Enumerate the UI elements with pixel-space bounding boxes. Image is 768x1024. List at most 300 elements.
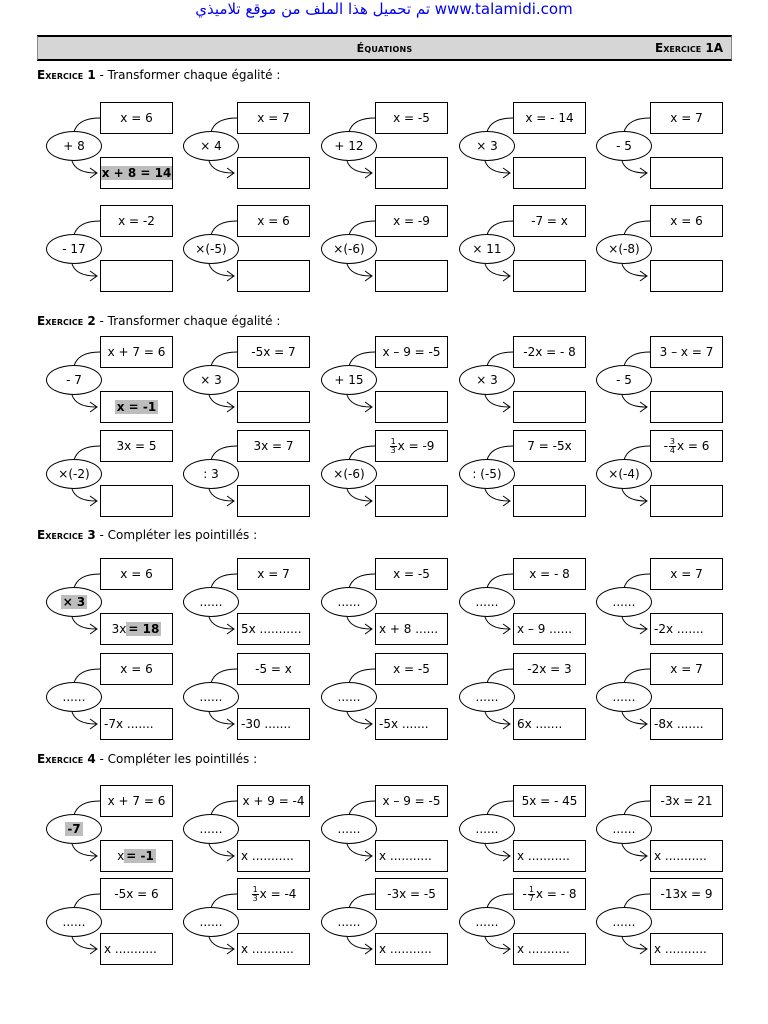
equation-text: 3 – x = 7: [659, 345, 714, 359]
equation-text: -2x = - 8: [523, 345, 576, 359]
equation-item: [588, 102, 728, 194]
equation-box: [375, 785, 448, 817]
connector-line: [487, 669, 513, 683]
arrow-line: [209, 395, 233, 407]
equation-box: [513, 336, 586, 368]
arrow-line: [209, 161, 233, 173]
equation-item: [451, 205, 591, 297]
equation-text: x = 7: [670, 567, 703, 581]
equation-text: -13x = 9: [660, 887, 713, 901]
answer-box[interactable]: [513, 840, 586, 872]
operation-label: × 3: [476, 139, 498, 153]
answer-box[interactable]: [375, 933, 448, 965]
equation-item: [175, 430, 315, 522]
operation-label: - 5: [616, 139, 632, 153]
equation-box: [237, 878, 310, 910]
operation-oval: [596, 459, 652, 489]
answer-box[interactable]: [513, 933, 586, 965]
equation-text: x = 6: [120, 111, 153, 125]
answer-box[interactable]: [513, 485, 586, 517]
arrow-line: [72, 489, 96, 501]
answer-box[interactable]: [375, 260, 448, 292]
equation-box: [237, 336, 310, 368]
connector-line: [349, 894, 375, 908]
answer-box[interactable]: [237, 840, 310, 872]
arrow-line: [209, 617, 233, 629]
equation-text: 7 = -5x: [527, 439, 572, 453]
exercise-label: Exercice 4: [37, 752, 96, 766]
operation-label: ......: [612, 915, 636, 929]
equation-text: -5 = x: [255, 662, 292, 676]
operation-oval: [459, 907, 515, 937]
operation-label: ×(-4): [608, 467, 640, 481]
equation-text: x – 9 = -5: [382, 794, 441, 808]
connector-line: [349, 118, 375, 132]
equation-text: -5x = 7: [251, 345, 296, 359]
answer-text: = 18: [128, 622, 160, 636]
equation-text: -2x = 3: [527, 662, 572, 676]
equation-text: x = -5: [393, 111, 430, 125]
operation-oval: [183, 365, 239, 395]
answer-box[interactable]: [237, 391, 310, 423]
operation-oval: [321, 587, 377, 617]
operation-oval: [183, 131, 239, 161]
answer-box[interactable]: [100, 391, 173, 423]
exercise-title: [37, 314, 280, 328]
arrow-line: [72, 937, 96, 949]
equation-item: [588, 558, 728, 650]
arrow-line: [72, 395, 96, 407]
connector-line: [74, 574, 100, 588]
answer-box[interactable]: [375, 613, 448, 645]
equation-item: [588, 430, 728, 522]
answer-text: = -1: [126, 849, 154, 863]
connector-line: [349, 221, 375, 235]
equation-box: [375, 558, 448, 590]
arrow-line: [72, 712, 96, 724]
operation-oval: [46, 682, 102, 712]
answer-text: -8x .......: [654, 717, 704, 731]
arrow-line: [622, 937, 646, 949]
equation-item: [588, 205, 728, 297]
answer-text: 5x ...........: [241, 622, 302, 636]
equation-text: x = -5: [393, 567, 430, 581]
operation-label: ×(-8): [608, 242, 640, 256]
equation-box: [650, 205, 723, 237]
equation-item: [451, 102, 591, 194]
equation-box: [100, 653, 173, 685]
answer-box[interactable]: [650, 840, 723, 872]
equation-text: x = -4: [259, 887, 297, 901]
operation-label: ×(-2): [58, 467, 90, 481]
equation-box: [650, 558, 723, 590]
arrow-line: [72, 617, 96, 629]
connector-line: [74, 221, 100, 235]
answer-box[interactable]: [650, 260, 723, 292]
operation-label: ......: [337, 915, 361, 929]
connector-line: [487, 221, 513, 235]
connector-line: [624, 894, 650, 908]
equation-box: [513, 102, 586, 134]
connector-line: [487, 801, 513, 815]
connector-line: [211, 574, 237, 588]
answer-text: x – 9 ......: [517, 622, 573, 636]
equation-item: [38, 878, 178, 970]
equation-item: [313, 878, 453, 970]
answer-box[interactable]: [237, 613, 310, 645]
equation-box: [375, 336, 448, 368]
operation-oval: [459, 234, 515, 264]
operation-oval: [46, 131, 102, 161]
operation-label: ×(-5): [195, 242, 227, 256]
equation-box: [237, 102, 310, 134]
answer-box[interactable]: [650, 933, 723, 965]
fraction-denominator: 3: [390, 445, 396, 455]
answer-box[interactable]: [513, 613, 586, 645]
connector-line: [74, 118, 100, 132]
operation-oval: [183, 459, 239, 489]
equation-item: [175, 336, 315, 428]
arrow-line: [347, 844, 371, 856]
arrow-line: [622, 264, 646, 276]
operation-label: ......: [475, 595, 499, 609]
arrow-line: [209, 937, 233, 949]
operation-oval: [46, 907, 102, 937]
answer-text: x ...........: [241, 849, 294, 863]
equation-item: [313, 205, 453, 297]
equation-box: [650, 878, 723, 910]
operation-label: + 8: [63, 139, 85, 153]
arrow-line: [347, 617, 371, 629]
answer-text: 6x .......: [517, 717, 563, 731]
equation-item: [38, 205, 178, 297]
answer-text: x ...........: [517, 849, 570, 863]
operation-label: - 17: [62, 242, 86, 256]
fraction-numerator: 1: [528, 884, 534, 894]
operation-label: ......: [475, 915, 499, 929]
answer-box[interactable]: [650, 391, 723, 423]
arrow-line: [209, 844, 233, 856]
answer-box[interactable]: [100, 485, 173, 517]
answer-box[interactable]: [375, 840, 448, 872]
fraction-denominator: 4: [669, 445, 675, 455]
arrow-line: [485, 844, 509, 856]
equation-text: -3x = 21: [660, 794, 713, 808]
operation-oval: [596, 234, 652, 264]
arrow-line: [347, 489, 371, 501]
answer-box[interactable]: [237, 933, 310, 965]
equation-text: x = -2: [118, 214, 155, 228]
operation-label: × 11: [472, 242, 502, 256]
equation-box: [375, 102, 448, 134]
answer-box[interactable]: [237, 708, 310, 740]
equation-item: [451, 336, 591, 428]
operation-label: ......: [612, 822, 636, 836]
operation-label: × 3: [476, 373, 498, 387]
equation-box: [650, 336, 723, 368]
fraction: [252, 886, 259, 903]
operation-oval: [321, 131, 377, 161]
fraction-numerator: 1: [252, 884, 258, 894]
exercise-instruction: - Compléter les pointillés :: [95, 752, 258, 766]
arrow-line: [622, 489, 646, 501]
arrow-line: [209, 264, 233, 276]
equation-text: x = - 8: [529, 567, 570, 581]
equation-text: x = 7: [257, 111, 290, 125]
operation-oval: [459, 365, 515, 395]
answer-prefix: x: [117, 849, 125, 863]
answer-box[interactable]: [100, 840, 173, 872]
equation-text: x = 7: [670, 111, 703, 125]
connector-line: [74, 352, 100, 366]
arrow-line: [347, 161, 371, 173]
equation-item: [175, 558, 315, 650]
operation-oval: [321, 365, 377, 395]
equation-item: [38, 558, 178, 650]
operation-oval: [459, 814, 515, 844]
answer-box[interactable]: [100, 933, 173, 965]
connector-line: [349, 669, 375, 683]
arrow-line: [347, 264, 371, 276]
equation-box: [513, 430, 586, 462]
equation-text: -7 = x: [531, 214, 568, 228]
equation-box: [375, 430, 448, 462]
equation-item: [38, 653, 178, 745]
equation-box: [237, 785, 310, 817]
operation-label: ......: [199, 690, 223, 704]
equation-text: 3x = 5: [116, 439, 157, 453]
fraction-denominator: 7: [528, 893, 534, 903]
site-link[interactable]: [0, 0, 768, 18]
equation-item: [38, 102, 178, 194]
operation-label: ......: [62, 690, 86, 704]
answer-box[interactable]: [650, 485, 723, 517]
equation-item: [313, 102, 453, 194]
operation-label: ......: [337, 690, 361, 704]
answer-box[interactable]: [513, 260, 586, 292]
exercise-label: Exercice 1: [37, 68, 96, 82]
connector-line: [624, 352, 650, 366]
answer-box[interactable]: [513, 157, 586, 189]
connector-line: [349, 352, 375, 366]
equation-box: [650, 430, 723, 462]
equation-item: [588, 336, 728, 428]
connector-line: [349, 574, 375, 588]
exercise-code: Exercice 1A: [655, 41, 723, 55]
arrow-line: [485, 937, 509, 949]
arrow-line: [485, 395, 509, 407]
operation-label: ......: [62, 915, 86, 929]
fraction-numerator: 3: [669, 436, 675, 446]
connector-line: [74, 669, 100, 683]
operation-label: ......: [337, 822, 361, 836]
minus-sign: -: [522, 887, 527, 901]
equation-box: [100, 102, 173, 134]
arrow-line: [485, 617, 509, 629]
operation-oval: [183, 907, 239, 937]
equation-box: [513, 878, 586, 910]
operation-label: ......: [199, 915, 223, 929]
operation-oval: [459, 682, 515, 712]
operation-oval: [596, 587, 652, 617]
answer-box[interactable]: [375, 485, 448, 517]
arrow-line: [485, 264, 509, 276]
connector-line: [487, 352, 513, 366]
answer-box[interactable]: [237, 485, 310, 517]
operation-label: ×(-6): [333, 242, 365, 256]
answer-box[interactable]: [513, 391, 586, 423]
equation-box: [100, 205, 173, 237]
operation-oval: [596, 682, 652, 712]
equation-box: [237, 653, 310, 685]
equation-text: x = -5: [393, 662, 430, 676]
operation-oval: [183, 814, 239, 844]
arrow-line: [485, 489, 509, 501]
arrow-line: [622, 161, 646, 173]
equation-item: [313, 785, 453, 877]
operation-label: ......: [199, 595, 223, 609]
connector-line: [624, 118, 650, 132]
equation-item: [451, 653, 591, 745]
answer-box[interactable]: [100, 260, 173, 292]
equation-item: [313, 653, 453, 745]
operation-label: -7: [67, 822, 81, 836]
equation-item: [175, 878, 315, 970]
exercise-instruction: - Compléter les pointillés :: [95, 528, 258, 542]
operation-oval: [321, 682, 377, 712]
arrow-line: [347, 937, 371, 949]
header-bar: [37, 35, 732, 61]
equation-text: x + 7 = 6: [107, 345, 166, 359]
operation-oval: [46, 459, 102, 489]
answer-box[interactable]: [100, 157, 173, 189]
answer-text: x ...........: [517, 942, 570, 956]
connector-line: [487, 446, 513, 460]
answer-box[interactable]: [375, 157, 448, 189]
operation-oval: [596, 131, 652, 161]
equation-text: x = 7: [257, 567, 290, 581]
operation-oval: [596, 814, 652, 844]
equation-text: x = -9: [397, 439, 435, 453]
operation-label: × 3: [62, 595, 86, 609]
equation-text: x = - 8: [535, 887, 577, 901]
equation-box: [100, 558, 173, 590]
connector-line: [211, 446, 237, 460]
fraction-numerator: 1: [390, 436, 396, 446]
equation-box: [237, 205, 310, 237]
equation-text: -5x = 6: [114, 887, 159, 901]
connector-line: [624, 801, 650, 815]
fraction: [669, 438, 676, 455]
connector-line: [624, 446, 650, 460]
answer-box[interactable]: [650, 708, 723, 740]
answer-box[interactable]: [650, 157, 723, 189]
operation-label: - 5: [616, 373, 632, 387]
operation-oval: [459, 131, 515, 161]
connector-line: [349, 446, 375, 460]
arrow-line: [347, 712, 371, 724]
equation-item: [451, 558, 591, 650]
equation-text: x – 9 = -5: [382, 345, 441, 359]
answer-text: x ...........: [241, 942, 294, 956]
arrow-line: [622, 395, 646, 407]
equation-item: [38, 430, 178, 522]
equation-item: [451, 430, 591, 522]
arrow-line: [485, 712, 509, 724]
equation-text: x = 7: [670, 662, 703, 676]
operation-oval: [596, 907, 652, 937]
exercise-label: Exercice 3: [37, 528, 96, 542]
connector-line: [487, 894, 513, 908]
connector-line: [74, 446, 100, 460]
operation-label: + 12: [334, 139, 364, 153]
answer-prefix: 3x: [111, 622, 127, 636]
answer-text: x = -1: [116, 400, 157, 414]
equation-box: [513, 653, 586, 685]
page-title: Équations: [356, 42, 413, 55]
answer-box[interactable]: [513, 708, 586, 740]
site-link-text[interactable]: تم تحميل هذا الملف من موقع تلاميذي www.talamidi.com: [195, 0, 573, 18]
operation-label: ......: [612, 690, 636, 704]
equation-box: [100, 430, 173, 462]
equation-box: [100, 878, 173, 910]
answer-text: -2x .......: [654, 622, 704, 636]
answer-text: -30 .......: [241, 717, 292, 731]
equation-item: [175, 653, 315, 745]
equation-box: [513, 558, 586, 590]
answer-box[interactable]: [100, 613, 173, 645]
fraction: [528, 886, 535, 903]
connector-line: [624, 221, 650, 235]
operation-oval: [321, 814, 377, 844]
equation-text: x + 7 = 6: [107, 794, 166, 808]
operation-oval: [46, 587, 102, 617]
answer-box[interactable]: [650, 613, 723, 645]
connector-line: [211, 801, 237, 815]
equation-box: [650, 653, 723, 685]
equation-box: [375, 205, 448, 237]
connector-line: [349, 801, 375, 815]
arrow-line: [72, 161, 96, 173]
fraction: [390, 438, 397, 455]
operation-oval: [46, 365, 102, 395]
answer-box[interactable]: [100, 708, 173, 740]
answer-text: x + 8 = 14: [101, 166, 172, 180]
equation-item: [38, 785, 178, 877]
answer-box[interactable]: [375, 391, 448, 423]
operation-oval: [183, 587, 239, 617]
equation-box: [650, 102, 723, 134]
answer-box[interactable]: [237, 260, 310, 292]
equation-box: [237, 558, 310, 590]
connector-line: [211, 221, 237, 235]
answer-text: x + 8 ......: [379, 622, 439, 636]
arrow-line: [622, 712, 646, 724]
arrow-line: [622, 844, 646, 856]
exercise-label: Exercice 2: [37, 314, 96, 328]
answer-box[interactable]: [237, 157, 310, 189]
arrow-line: [209, 489, 233, 501]
answer-box[interactable]: [375, 708, 448, 740]
equation-item: [451, 878, 591, 970]
answer-text: x ...........: [654, 942, 707, 956]
equation-item: [175, 205, 315, 297]
equation-box: [650, 785, 723, 817]
equation-item: [313, 336, 453, 428]
connector-line: [487, 118, 513, 132]
connector-line: [74, 894, 100, 908]
equation-item: [175, 785, 315, 877]
